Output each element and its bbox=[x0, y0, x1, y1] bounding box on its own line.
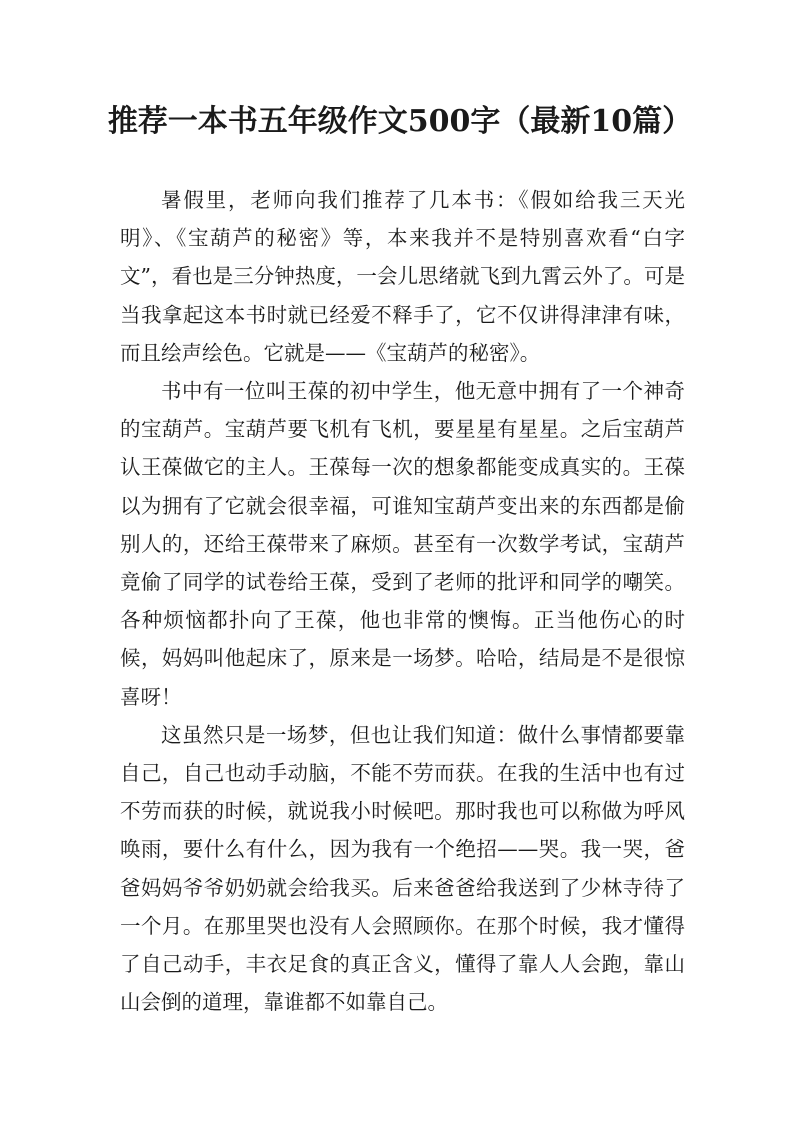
paragraph-1: 暑假里，老师向我们推荐了几本书：《假如给我三天光明》、《宝葫芦的秘密》等，本来我并不是特别喜欢看“白字文”，看也是三分钟热度，一会儿思绪就飞到九霄云外了。可是当我拿起这本书时就已经爱不释手了，它不仅讲得津津有味，而且绘声绘色。它就是——《宝葫芦的秘密》。 bbox=[120, 188, 685, 365]
document-body bbox=[120, 181, 685, 1021]
paragraph-2: 书中有一位叫王葆的初中学生，他无意中拥有了一个神奇的宝葫芦。宝葫芦要飞机有飞机，要星星有星星。之后宝葫芦认王葆做它的主人。王葆每一次的想象都能变成真实的。王葆以为拥有了它就会很幸福，可谁知宝葫芦变出来的东西都是偷别人的，还给王葆带来了麻烦。甚至有一次数学考试，宝葫芦竟偷了同学的试卷给王葆，受到了老师的批评和同学的嘲笑。各种烦恼都扑向了王葆，他也非常的懊悔。正当他伤心的时候，妈妈叫他起床了，原来是一场梦。哈哈，结局是不是很惊喜呀！ bbox=[120, 379, 685, 709]
paragraph-3: 这虽然只是一场梦，但也让我们知道：做什么事情都要靠自己，自己也动手动脑，不能不劳而获。在我的生活中也有过不劳而获的时候，就说我小时候吧。那时我也可以称做为呼风唤雨，要什么有什么，因为我有一个绝招——哭。我一哭，爸爸妈妈爷爷奶奶就会给我买。后来爸爸给我送到了少林寺待了一个月。在那里哭也没有人会照顾你。在那个时候，我才懂得了自己动手，丰衣足食的真正含义，懂得了靠人人会跑，靠山山会倒的道理，靠谁都不如靠自己。 bbox=[120, 722, 685, 1015]
document-title: 推荐一本书五年级作文500字（最新10篇） bbox=[107, 104, 693, 139]
